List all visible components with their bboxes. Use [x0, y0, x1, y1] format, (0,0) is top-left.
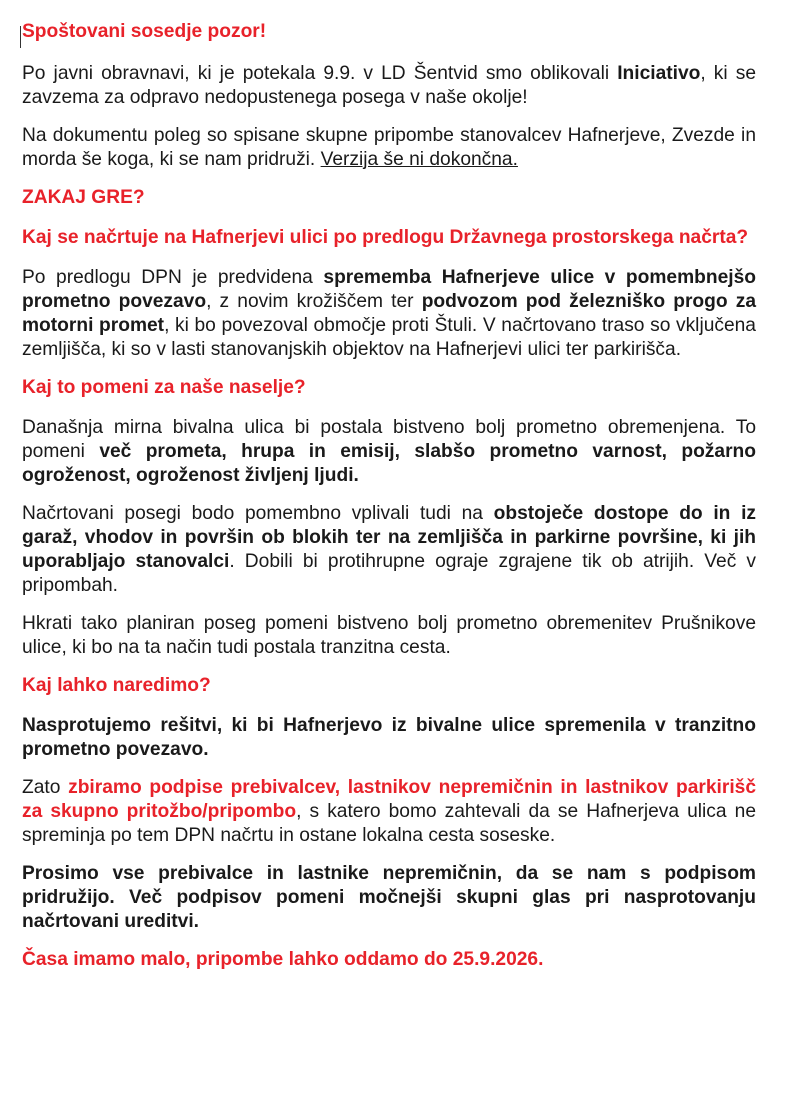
intro-paragraph-1 [22, 62, 756, 110]
deadline-note: Časa imamo malo, pripombe lahko oddamo do 25.9.2026. [22, 949, 544, 970]
action-paragraph-2 [22, 776, 756, 848]
question-meaning: Kaj to pomeni za naše naselje? [22, 377, 306, 398]
meaning-p2-bold: obstoječe dostope do in iz garaž, vhodov in površin ob blokih ter na zemljišča in parkirne površine, ki jih uporabljajo stanovalci [22, 503, 757, 572]
intro-p1-text-c: , ki se zavzema za odpravo nedopustenega posega v naše okolje! [22, 63, 756, 108]
plan-text-a: Po predlogu DPN je predvidena [22, 267, 324, 288]
plan-bold-b: sprememba Hafnerjeve ulice v pomembnejšo prometno povezavo [22, 267, 756, 312]
question-plan: Kaj se načrtuje na Hafnerjevi ulici po predlogu Državnega prostorskega načrta? [22, 227, 749, 248]
meaning-paragraph-3: Hkrati tako planiran poseg pomeni bistveno bolj prometno obremenitev Prušnikove ulice, ki bo na ta način tudi postala tranzitna cesta. [22, 613, 756, 658]
document-page [22, 20, 756, 972]
meaning-p2-text-c: . Dobili bi protihrupne ograje zgrajene tik ob atrijih. Več v pripombah. [22, 551, 756, 596]
action-p2-red-bold: zbiramo podpise prebivalcev, lastnikov nepremičnin in lastnikov parkirišč za skupno pritožbo/pripombo [22, 777, 756, 822]
intro-p1-bold: Iniciativo [617, 63, 701, 84]
text-cursor [20, 26, 21, 48]
plan-text-e: , ki bo povezoval območje proti Štuli. V načrtovano traso so vključena zemljišča, ki so v lasti stanovanjskih objektov na Hafnerjevi ulici ter parkirišča. [22, 315, 756, 360]
meaning-p1-text: Današnja mirna bivalna ulica bi postala bistveno bolj prometno obremenjena. To pomeni [22, 417, 756, 462]
intro-p1-text-a: Po javni obravnavi, ki je potekala 9.9. v LD Šentvid smo oblikovali [22, 63, 618, 84]
action-paragraph-1 [22, 714, 756, 762]
version-note: Verzija še ni dokončna. [320, 149, 518, 170]
document-title: Spoštovani sosedje pozor! [22, 21, 267, 42]
action-p1-bold: Nasprotujemo rešitvi, ki bi Hafnerjevo iz bivalne ulice spremenila v tranzitno prometno povezavo. [22, 715, 756, 760]
intro-paragraph-2 [22, 124, 756, 172]
meaning-paragraph-2 [22, 502, 756, 598]
heading-why: ZAKAJ GRE? [22, 187, 145, 208]
intro-p2-text: Na dokumentu poleg so spisane skupne pripombe stanovalcev Hafnerjeve, Zvezde in morda še koga, ki se nam pridruži. [22, 125, 756, 170]
meaning-p1-bold: več prometa, hrupa in emisij, slabšo prometno varnost, požarno ogroženost, ogroženost življenj ljudi. [22, 441, 756, 486]
meaning-paragraph-1 [22, 416, 756, 488]
action-p2-text-a: Zato [22, 777, 69, 798]
plan-paragraph [22, 266, 756, 362]
action-paragraph-3 [22, 862, 756, 934]
question-action: Kaj lahko naredimo? [22, 675, 211, 696]
action-p2-text-c: , s katero bomo zahtevali da se Hafnerjeva ulica ne spreminja po tem DPN načrtu in ostane lokalna cesta soseske. [22, 801, 756, 846]
plan-bold-d: podvozom pod železniško progo za motorni promet [22, 291, 756, 336]
meaning-p2-text-a: Načrtovani posegi bodo pomembno vplivali tudi na [22, 503, 494, 524]
action-p3-bold: Prosimo vse prebivalce in lastnike nepremičnin, da se nam s podpisom pridružijo. Več podpisov pomeni močnejši skupni glas pri nasprotovanju načrtovani ureditvi. [22, 863, 756, 932]
plan-text-c: , z novim krožiščem ter [206, 291, 422, 312]
